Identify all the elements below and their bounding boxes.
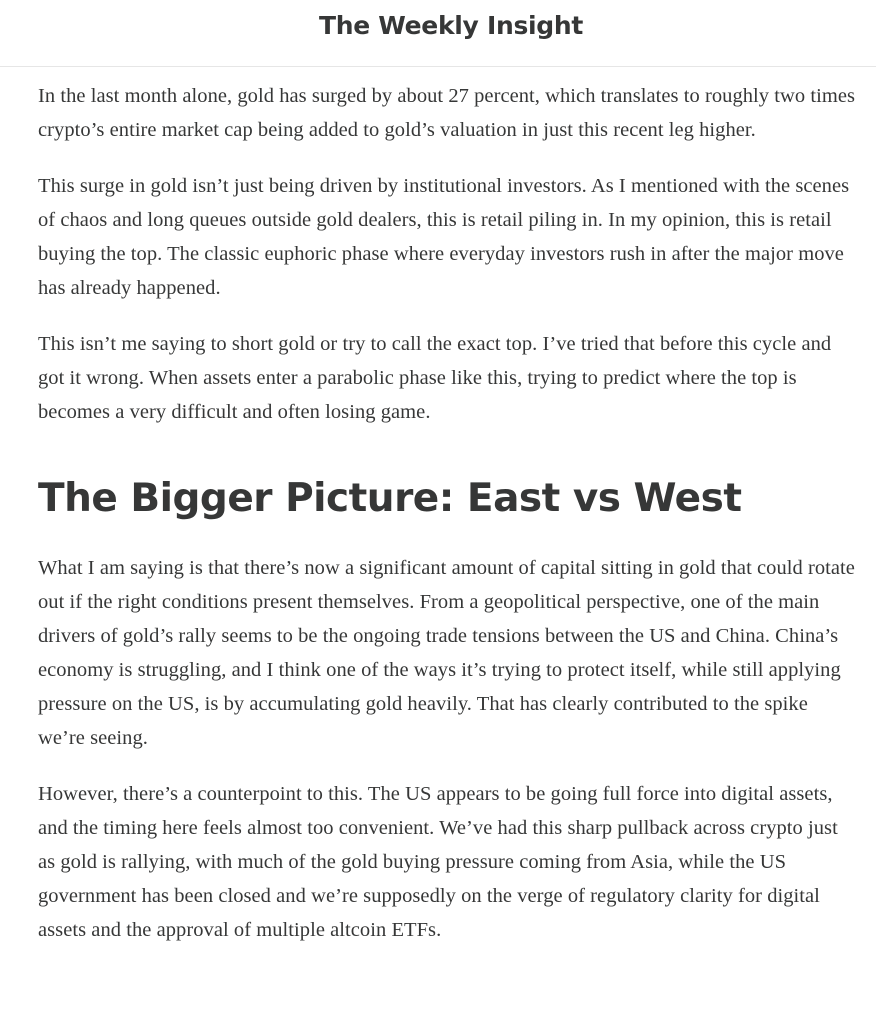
paragraph: However, there’s a counterpoint to this. The US appears to be going full force into digital assets, and the timing here feels almost too convenient. We’ve had this sharp pullback across crypto just as gold is rallying, with much of the gold buying pressure coming from Asia, while the US government has been closed and we’re supposedly on the verge of regulatory clarity for digital assets and the approval of multiple altcoin ETFs.: [38, 783, 838, 941]
section-heading: The Bigger Picture: East vs West: [38, 476, 742, 521]
article-body: [38, 79, 858, 969]
publication-title[interactable]: The Weekly Insight: [318, 10, 584, 40]
paragraph: This surge in gold isn’t just being driven by institutional investors. As I mentioned with the scenes of chaos and long queues outside gold dealers, this is retail piling in. In my opinion, this is retail buying the top. The classic euphoric phase where everyday investors rush in after the major move has already happened.: [38, 175, 850, 299]
paragraph: What I am saying is that there’s now a significant amount of capital sitting in gold that could rotate out if the right conditions present themselves. From a geopolitical perspective, one of the main drivers of gold’s rally seems to be the ongoing trade tensions between the US and China. China’s economy is struggling, and I think one of the ways it’s trying to protect itself, while still applying pressure on the US, is by accumulating gold heavily. That has clearly contributed to the spike we’re seeing.: [38, 557, 855, 749]
paragraph: This isn’t me saying to short gold or try to call the exact top. I’ve tried that before this cycle and got it wrong. When assets enter a parabolic phase like this, trying to predict where the top is becomes a very difficult and often losing game.: [38, 333, 832, 423]
paragraph: In the last month alone, gold has surged by about 27 percent, which translates to roughly two times crypto’s entire market cap being added to gold’s valuation in just this recent leg higher.: [38, 85, 856, 141]
top-bar: [0, 0, 876, 67]
